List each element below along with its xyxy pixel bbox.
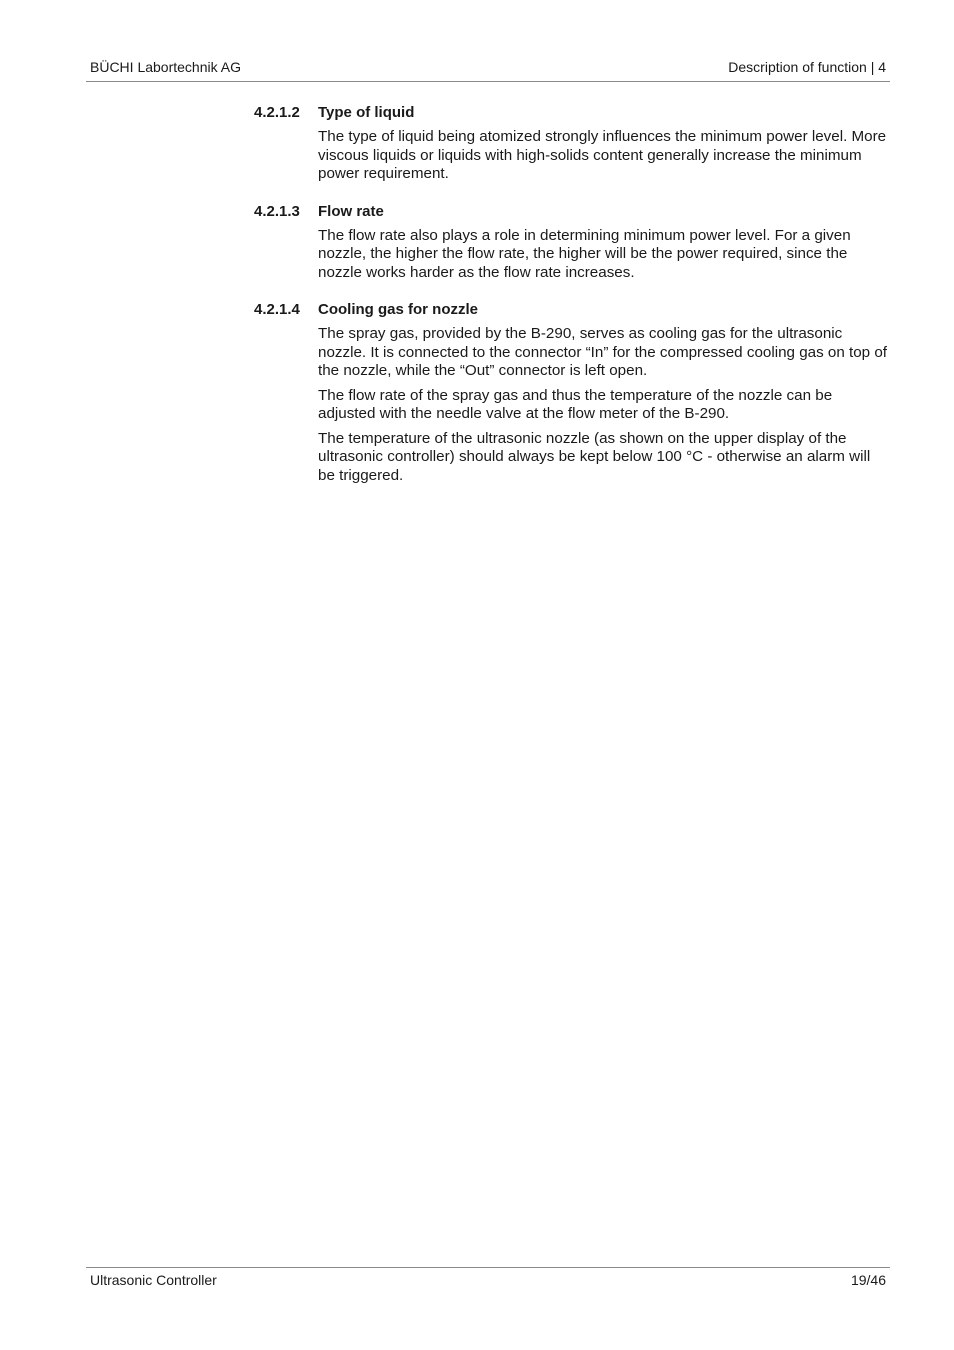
footer-product: Ultrasonic Controller — [90, 1272, 217, 1288]
footer-page-number: 19/46 — [850, 1272, 886, 1288]
section-number: 4.2.1.3 — [254, 202, 300, 220]
section-heading — [254, 300, 894, 322]
paragraph: The flow rate of the spray gas and thus the temperature of the nozzle can be adjusted with the needle valve at the flow meter of the B-290. — [318, 386, 833, 422]
section-title: Cooling gas for nozzle — [318, 301, 478, 318]
section-title: Flow rate — [318, 202, 384, 220]
paragraph: The type of liquid being atomized strongly influences the minimum power level. More viscous liquids or liquids with high-solids content generally increase the minimum power requirement. — [318, 128, 887, 182]
section-flow-rate — [254, 202, 894, 283]
section-type-of-liquid — [254, 103, 894, 184]
main-content — [254, 103, 894, 503]
header-chapter: Description of function | 4 — [728, 59, 886, 75]
section-cooling-gas — [254, 300, 894, 485]
paragraph: The spray gas, provided by the B-290, serves as cooling gas for the ultrasonic nozzle. It is connected to the connector “In” for the compressed cooling gas on top of the nozzle, while the “Out” connector is left open. — [318, 325, 888, 379]
section-number: 4.2.1.2 — [254, 104, 300, 121]
paragraph: The flow rate also plays a role in determining minimum power level. For a given nozzle, the higher the flow rate, the higher will be the power required, since the nozzle works harder as the flow rate increases. — [318, 226, 851, 281]
section-title: Type of liquid — [318, 104, 415, 121]
section-heading — [254, 202, 894, 224]
section-heading — [254, 103, 894, 125]
page-header — [86, 59, 890, 82]
page-footer — [86, 1267, 890, 1292]
header-company: BÜCHI Labortechnik AG — [90, 59, 241, 75]
paragraph: The temperature of the ultrasonic nozzle (as shown on the upper display of the ultrasonic controller) should always be kept below 100 °C - otherwise an alarm will be triggered. — [318, 429, 871, 484]
section-number: 4.2.1.4 — [254, 301, 300, 318]
